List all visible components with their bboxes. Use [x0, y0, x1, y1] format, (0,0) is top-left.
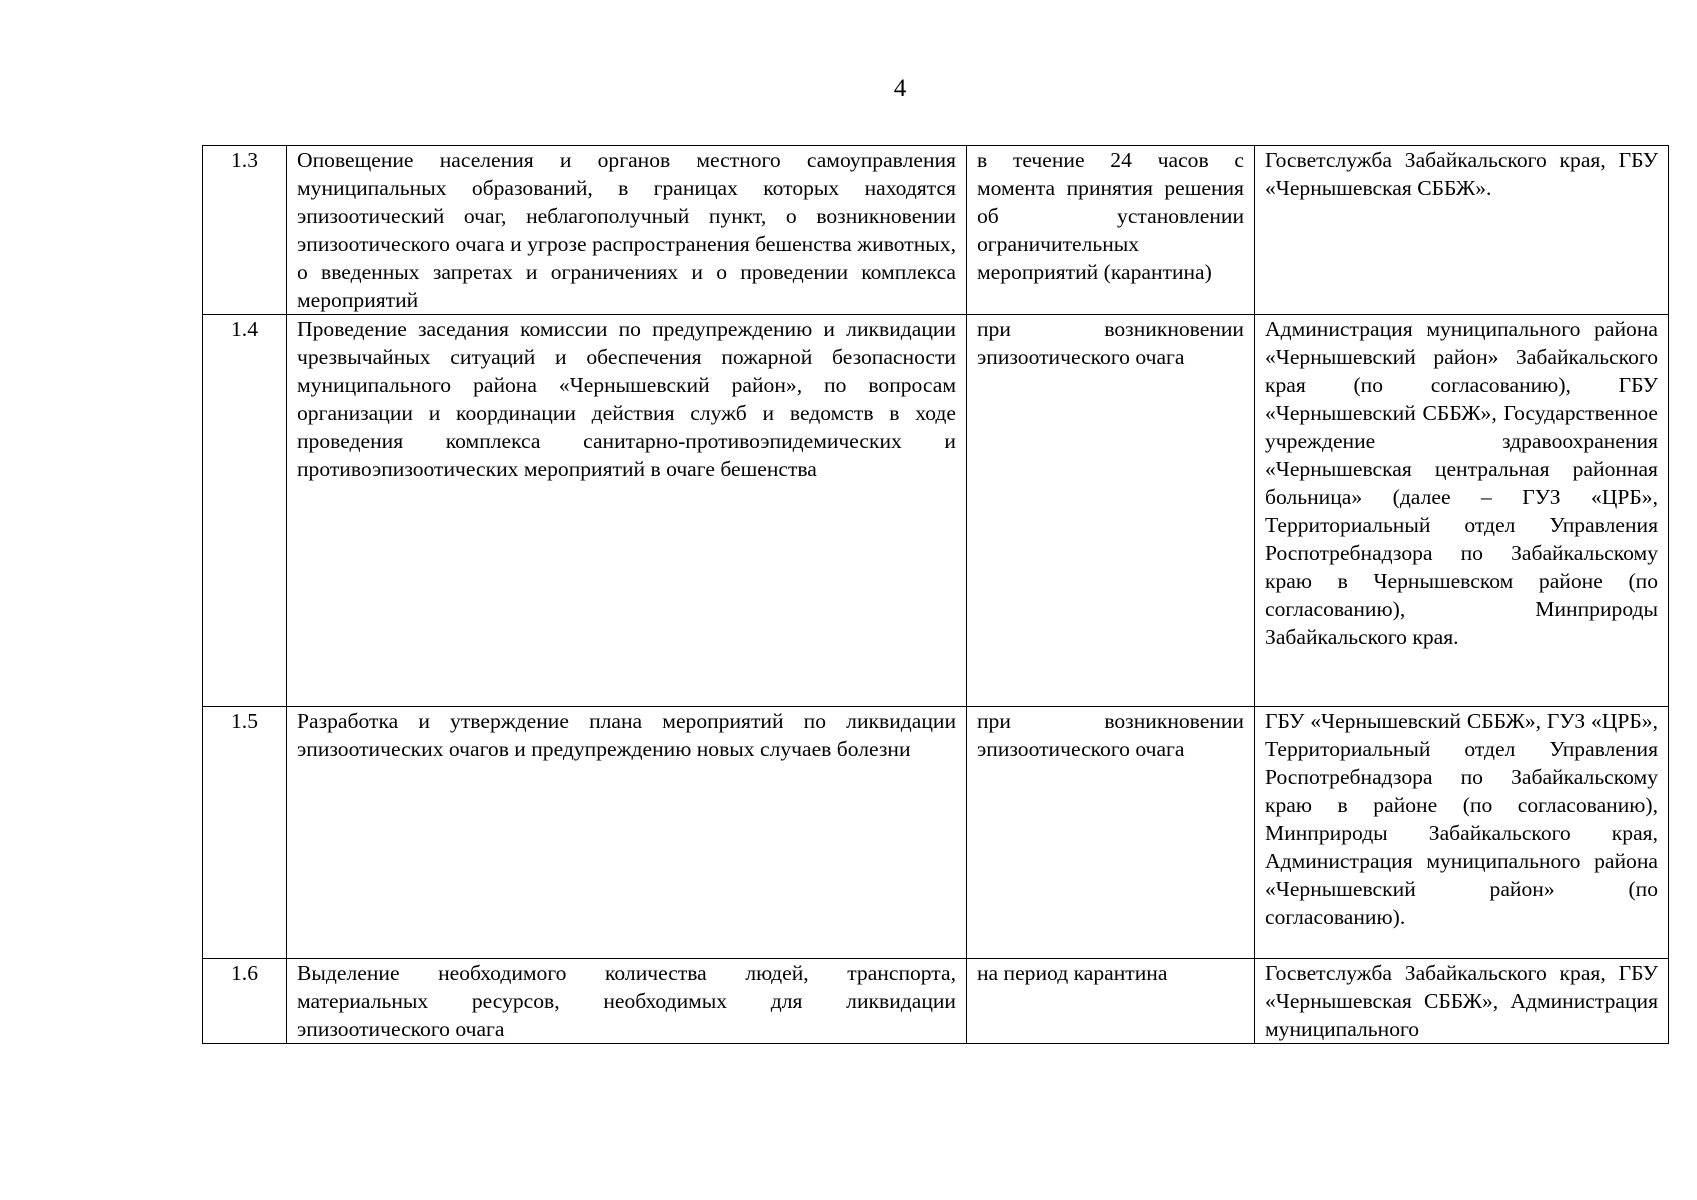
deadline-cell: при возникновении эпизоотического очага — [967, 315, 1255, 707]
row-number: 1.5 — [203, 707, 287, 959]
responsible-cell: Администрация муниципального района «Чернышевский район» Забайкальского края (по согласованию), ГБУ «Чернышевский СББЖ», Государственное учреждение здравоохранения «Чернышевская центральная районная больница» (далее – ГУЗ «ЦРБ», Территориальный отдел Управления Роспотребнадзора по Забайкальскому краю в Чернышевском районе (по согласованию), Минприроды Забайкальского края. — [1255, 315, 1669, 707]
deadline-cell: в течение 24 часов с момента принятия решения об установлении ограничительных мероприятий (карантина) — [967, 146, 1255, 315]
table-row — [203, 959, 1669, 1044]
row-number: 1.6 — [203, 959, 287, 1044]
action-cell: Разработка и утверждение плана мероприятий по ликвидации эпизоотических очагов и предупреждению новых случаев болезни — [287, 707, 967, 959]
page-number: 4 — [893, 75, 907, 102]
table-row — [203, 146, 1669, 315]
deadline-cell: на период карантина — [967, 959, 1255, 1044]
action-cell: Оповещение населения и органов местного самоуправления муниципальных образований, в границах которых находятся эпизоотический очаг, неблагополучный пункт, о возникновении эпизоотического очага и угрозе распространения бешенства животных, о введенных запретах и ограничениях и о проведении комплекса мероприятий — [287, 146, 967, 315]
action-cell: Выделение необходимого количества людей, транспорта, материальных ресурсов, необходимых для ликвидации эпизоотического очага — [287, 959, 967, 1044]
responsible-cell: Госветслужба Забайкальского края, ГБУ «Чернышевская СББЖ», Администрация муниципального — [1255, 959, 1669, 1044]
responsible-cell: Госветслужба Забайкальского края, ГБУ «Чернышевская СББЖ». — [1255, 146, 1669, 315]
deadline-cell: при возникновении эпизоотического очага — [967, 707, 1255, 959]
table-row — [203, 707, 1669, 959]
row-number: 1.4 — [203, 315, 287, 707]
row-number: 1.3 — [203, 146, 287, 315]
responsible-cell: ГБУ «Чернышевский СББЖ», ГУЗ «ЦРБ», Территориальный отдел Управления Роспотребнадзора по Забайкальскому краю в районе (по согласованию), Минприроды Забайкальского края, Администрация муниципального района «Чернышевский район» (по согласованию). — [1255, 707, 1669, 959]
action-cell: Проведение заседания комиссии по предупреждению и ликвидации чрезвычайных ситуаций и обеспечения пожарной безопасности муниципального района «Чернышевский район», по вопросам организации и координации действия служб и ведомств в ходе проведения комплекса санитарно-противоэпидемических и противоэпизоотических мероприятий в очаге бешенства — [287, 315, 967, 707]
table-row — [203, 315, 1669, 707]
measures-table — [202, 145, 1669, 1044]
